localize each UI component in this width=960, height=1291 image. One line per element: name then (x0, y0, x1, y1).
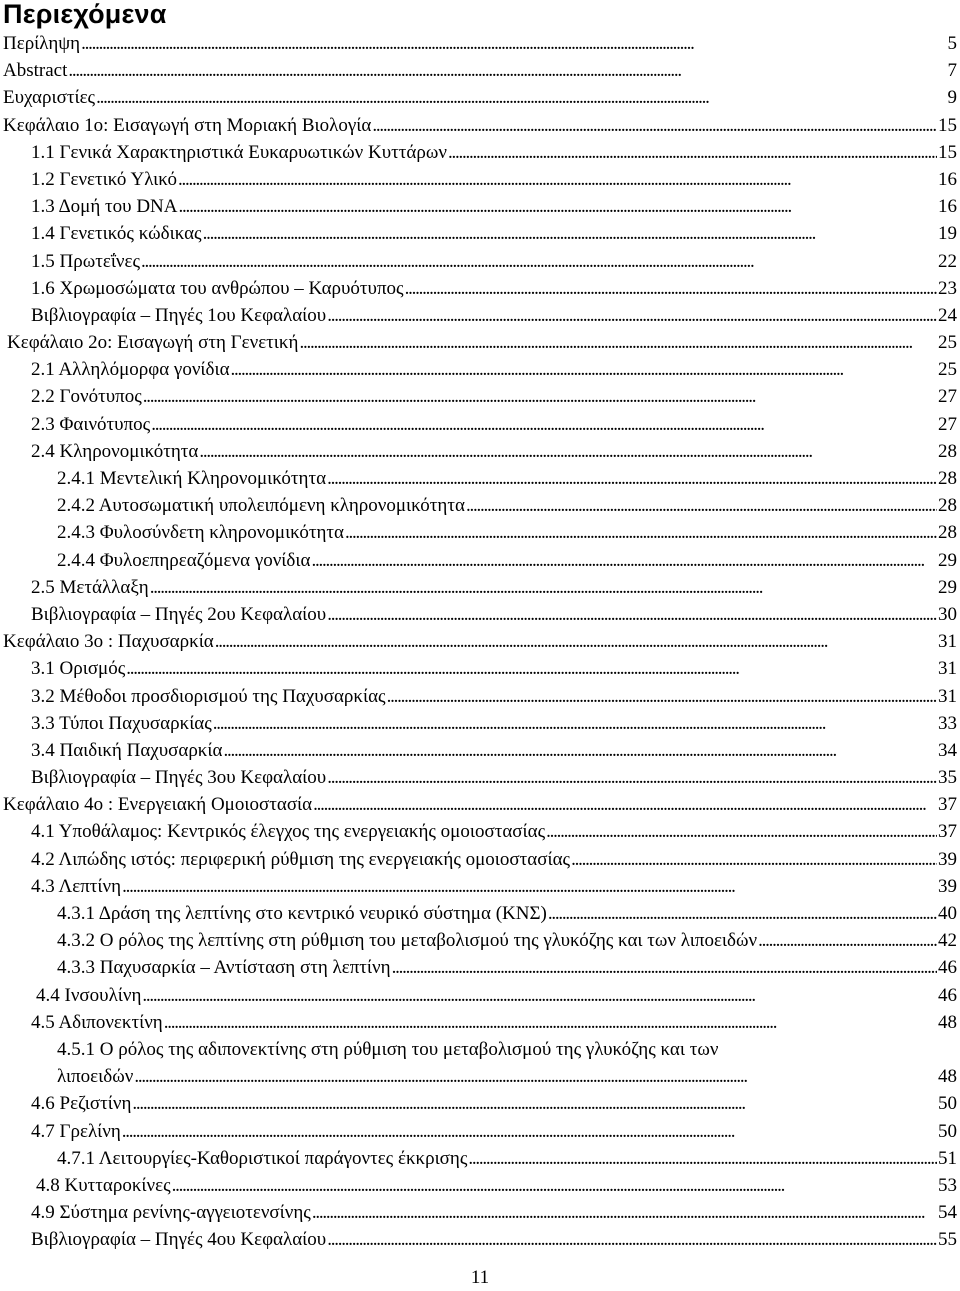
toc-entry[interactable] (0, 112, 960, 139)
toc-entry-page: 55 (938, 1229, 957, 1251)
dot-leader (327, 1226, 937, 1253)
toc-entry-page: 5 (947, 33, 957, 54)
toc-entry[interactable] (0, 166, 960, 193)
toc-entry-page: 50 (938, 1093, 957, 1115)
toc-entry-title: 1.3 Δομή του DNA (31, 196, 178, 218)
dot-leader (327, 764, 937, 791)
dot-leader (199, 438, 937, 465)
toc-entry-title: 4.7 Γρελίνη (31, 1120, 121, 1142)
toc-entry[interactable] (0, 574, 960, 601)
toc-entry-page: 31 (938, 658, 957, 680)
dot-leader (164, 1009, 937, 1036)
toc-entry[interactable] (0, 818, 960, 845)
toc-entry[interactable] (0, 193, 960, 220)
toc-entry-title: 1.5 Πρωτεΐνες (31, 250, 141, 272)
dot-leader (179, 193, 938, 220)
toc-entry-page: 25 (938, 359, 957, 381)
toc-entry-title: Κεφάλαιο 1ο: Εισαγωγή στη Μοριακή Βιολογία (3, 114, 372, 136)
toc-entry[interactable] (0, 1009, 960, 1036)
dot-leader (448, 139, 937, 166)
toc-entry[interactable] (0, 900, 960, 927)
toc-entry[interactable] (0, 601, 960, 628)
toc-entry-page: 19 (938, 223, 957, 245)
toc-entry[interactable] (0, 248, 960, 275)
toc-entry-page: 31 (938, 631, 957, 653)
toc-entry-page: 24 (938, 304, 957, 326)
dot-leader (327, 302, 937, 329)
toc-entry[interactable] (0, 873, 960, 900)
toc-entry-page: 15 (938, 141, 957, 163)
toc-entry[interactable] (0, 1063, 960, 1090)
toc-entry[interactable] (0, 791, 960, 818)
dot-leader (571, 846, 937, 873)
toc-entry-page: 29 (938, 576, 957, 598)
toc-entry-page: 37 (938, 821, 957, 843)
toc-entry-page: 27 (938, 413, 957, 435)
toc-entry[interactable] (0, 628, 960, 655)
dot-leader (122, 873, 937, 900)
toc-entry[interactable] (0, 84, 960, 111)
toc-entry[interactable] (0, 519, 960, 546)
dot-leader (466, 492, 937, 519)
dot-leader (178, 166, 937, 193)
toc-entry[interactable] (0, 220, 960, 247)
toc-entry-page: 28 (938, 440, 957, 462)
dot-leader (172, 1172, 937, 1199)
dot-leader (223, 737, 937, 764)
toc-entry-title: 1.2 Γενετικό Υλικό (31, 168, 177, 190)
toc-entry[interactable] (0, 30, 960, 57)
page-number: 11 (470, 1267, 490, 1288)
toc-entry[interactable] (0, 57, 960, 84)
toc-entry-page: 7 (947, 60, 957, 82)
toc-entry-title: 2.3 Φαινότυπος (31, 413, 151, 435)
toc-entry[interactable] (0, 492, 960, 519)
page-title: Περιεχόμενα (3, 0, 167, 29)
toc-entry-title: Περίληψη (3, 33, 81, 54)
dot-leader (142, 982, 937, 1009)
toc-entry-title: 4.1 Υποθάλαμος: Κεντρικός έλεγχος της ενεργειακής ομοιοστασίας (31, 821, 546, 843)
toc-entry[interactable] (0, 1090, 960, 1117)
toc-entry[interactable] (0, 1036, 960, 1063)
toc-entry[interactable] (0, 383, 960, 410)
dot-leader (311, 547, 937, 574)
dot-leader (215, 628, 937, 655)
dot-leader (134, 1063, 937, 1090)
dot-leader (141, 248, 937, 275)
toc-entry-page: 16 (938, 196, 957, 218)
toc-entry-page: 39 (938, 875, 957, 897)
toc-entry-title: 4.2 Λιπώδης ιστός: περιφερική ρύθμιση της ενεργειακής ομοιοστασίας (31, 848, 571, 870)
toc-entry[interactable] (0, 547, 960, 574)
toc-entry-page: 39 (938, 848, 957, 870)
toc-entry[interactable] (0, 846, 960, 873)
toc-entry-page: 16 (938, 168, 957, 190)
toc-entry[interactable] (0, 1118, 960, 1145)
toc-entry[interactable] (0, 764, 960, 791)
toc-entry-page: 50 (938, 1120, 957, 1142)
toc-entry-title: 1.1 Γενικά Χαρακτηριστικά Ευκαρυωτικών Κυττάρων (31, 141, 447, 163)
dot-leader (213, 710, 937, 737)
toc-entry[interactable] (0, 927, 960, 954)
toc-entry-page: 23 (938, 277, 957, 299)
toc-entry-page: 28 (938, 522, 957, 544)
toc-entry-title: 3.2 Μέθοδοι προσδιορισμού της Παχυσαρκίας (31, 685, 386, 707)
toc-entry-title: Βιβλιογραφία – Πηγές 3ου Κεφαλαίου (31, 767, 327, 789)
toc-entry-page: 9 (947, 87, 957, 109)
toc-entry-page: 28 (938, 495, 957, 517)
toc-entry-title: 3.3 Τύποι Παχυσαρκίας (31, 712, 212, 734)
dot-leader (548, 900, 937, 927)
toc-entry-title: 2.2 Γονότυπος (31, 386, 142, 408)
toc-entry-title: 4.4 Ινσουλίνη (36, 984, 142, 1006)
toc-entry-title: Ευχαριστίες (3, 87, 96, 109)
toc-entry-title: Abstract (3, 60, 68, 82)
toc-entry-page: 51 (938, 1147, 957, 1169)
toc-entry[interactable] (0, 275, 960, 302)
toc-entry[interactable] (0, 1226, 960, 1253)
toc-entry-title: 1.4 Γενετικός κώδικας (31, 223, 202, 245)
dot-leader (327, 601, 937, 628)
toc-entry-title: 3.4 Παιδική Παχυσαρκία (31, 739, 223, 761)
table-of-contents (0, 30, 960, 1253)
toc-entry-page: 42 (938, 930, 957, 952)
toc-entry-page: 53 (938, 1174, 957, 1196)
toc-entry[interactable] (0, 438, 960, 465)
toc-entry[interactable] (0, 954, 960, 981)
toc-entry-page: 22 (938, 250, 957, 272)
toc-entry-title: 2.5 Μετάλλαξη (31, 576, 149, 598)
toc-entry[interactable] (0, 1145, 960, 1172)
toc-entry-page: 33 (938, 712, 957, 734)
toc-entry-title: 2.4.3 Φυλοσύνδετη κληρονομικότητα (57, 522, 344, 544)
toc-entry[interactable] (0, 411, 960, 438)
dot-leader (758, 927, 937, 954)
toc-entry-page: 46 (938, 957, 957, 979)
dot-leader (68, 57, 946, 84)
toc-entry-page: 54 (938, 1202, 957, 1224)
toc-entry-page: 27 (938, 386, 957, 408)
toc-entry-page: 46 (938, 984, 957, 1006)
toc-entry-title: Βιβλιογραφία – Πηγές 4ου Κεφαλαίου (31, 1229, 327, 1251)
toc-entry-title: 2.4 Κληρονομικότητα (31, 440, 199, 462)
toc-entry[interactable] (0, 302, 960, 329)
toc-entry-page: 48 (938, 1011, 957, 1033)
toc-entry-title: 4.5.1 Ο ρόλος της αδιπονεκτίνης στη ρύθμιση του μεταβολισμού της γλυκόζης και των (57, 1038, 719, 1060)
toc-entry-title: 4.3.2 Ο ρόλος της λεπτίνης στη ρύθμιση του μεταβολισμού της γλυκόζης και των λιποειδών (57, 930, 758, 952)
toc-entry[interactable] (0, 737, 960, 764)
toc-entry-title: 3.1 Ορισμός (31, 658, 126, 680)
toc-entry-page: 35 (938, 767, 957, 789)
toc-entry-page: 37 (938, 794, 957, 816)
toc-entry-title: Κεφάλαιο 3ο : Παχυσαρκία (3, 631, 214, 653)
toc-entry-title: Κεφάλαιο 4ο : Ενεργειακή Ομοιοστασία (3, 794, 313, 816)
dot-leader (126, 655, 937, 682)
dot-leader (372, 112, 937, 139)
dot-leader (392, 954, 937, 981)
toc-entry-title: Κεφάλαιο 2ο: Εισαγωγή στη Γενετική (7, 332, 299, 354)
toc-entry[interactable] (0, 356, 960, 383)
toc-entry[interactable] (0, 1199, 960, 1226)
dot-leader (122, 1118, 937, 1145)
dot-leader (203, 220, 937, 247)
toc-entry[interactable] (0, 655, 960, 682)
toc-entry-title: 4.3.1 Δράση της λεπτίνης στο κεντρικό νευρικό σύστημα (ΚΝΣ) (57, 903, 547, 924)
toc-entry-title: 2.1 Αλληλόμορφα γονίδια (31, 359, 230, 381)
toc-entry-title: 4.5 Αδιπονεκτίνη (31, 1011, 163, 1033)
toc-entry-title: 4.8 Κυτταροκίνες (36, 1174, 171, 1196)
toc-entry-title: 2.4.4 Φυλοεπηρεαζόμενα γονίδια (57, 549, 311, 571)
toc-entry-title: 2.4.2 Αυτοσωματική υπολειπόμενη κληρονομικότητα (57, 495, 465, 517)
toc-entry-page: 25 (938, 332, 957, 354)
dot-leader (468, 1145, 937, 1172)
dot-leader (231, 356, 937, 383)
toc-entry-title: 4.7.1 Λειτουργίες-Καθοριστικοί παράγοντες έκκρισης (57, 1147, 468, 1169)
toc-entry-title: Βιβλιογραφία – Πηγές 1ου Κεφαλαίου (31, 304, 327, 326)
dot-leader (150, 574, 937, 601)
dot-leader (143, 383, 937, 410)
toc-entry[interactable] (0, 1172, 960, 1199)
dot-leader (132, 1090, 937, 1117)
toc-entry-title: 4.3 Λεπτίνη (31, 875, 122, 897)
toc-entry-title: Βιβλιογραφία – Πηγές 2ου Κεφαλαίου (31, 603, 327, 625)
dot-leader (96, 84, 946, 111)
toc-entry-title: 1.6 Χρωμοσώματα του ανθρώπου – Καρυότυπος (31, 277, 404, 299)
toc-entry-title: 4.6 Ρεζιστίνη (31, 1093, 132, 1115)
toc-entry-title: λιποειδών (57, 1066, 134, 1088)
dot-leader (327, 465, 937, 492)
toc-entry[interactable] (0, 139, 960, 166)
dot-leader (313, 791, 937, 818)
toc-entry-title: 4.3.3 Παχυσαρκία – Αντίσταση στη λεπτίνη (57, 957, 391, 979)
toc-entry-page: 30 (938, 603, 957, 625)
toc-entry-page: 31 (938, 685, 957, 707)
toc-entry[interactable] (0, 710, 960, 737)
toc-entry[interactable] (0, 982, 960, 1009)
toc-entry-title: 4.9 Σύστημα ρενίνης-αγγειοτενσίνης (31, 1202, 311, 1224)
dot-leader (405, 275, 937, 302)
toc-entry-page: 40 (938, 903, 957, 924)
toc-entry-title: 2.4.1 Μεντελική Κληρονομικότητα (57, 468, 327, 489)
dot-leader (387, 683, 937, 710)
dot-leader (81, 30, 946, 57)
toc-entry[interactable] (0, 465, 960, 492)
toc-entry-page: 15 (938, 114, 957, 136)
dot-leader (151, 411, 937, 438)
dot-leader (546, 818, 937, 845)
toc-entry-page: 28 (938, 468, 957, 489)
toc-entry[interactable] (0, 329, 960, 356)
toc-entry-page: 48 (938, 1066, 957, 1088)
toc-entry-page: 29 (938, 549, 957, 571)
dot-leader (345, 519, 937, 546)
toc-entry[interactable] (0, 683, 960, 710)
dot-leader (299, 329, 937, 356)
dot-leader (312, 1199, 937, 1226)
toc-entry-page: 34 (938, 739, 957, 761)
